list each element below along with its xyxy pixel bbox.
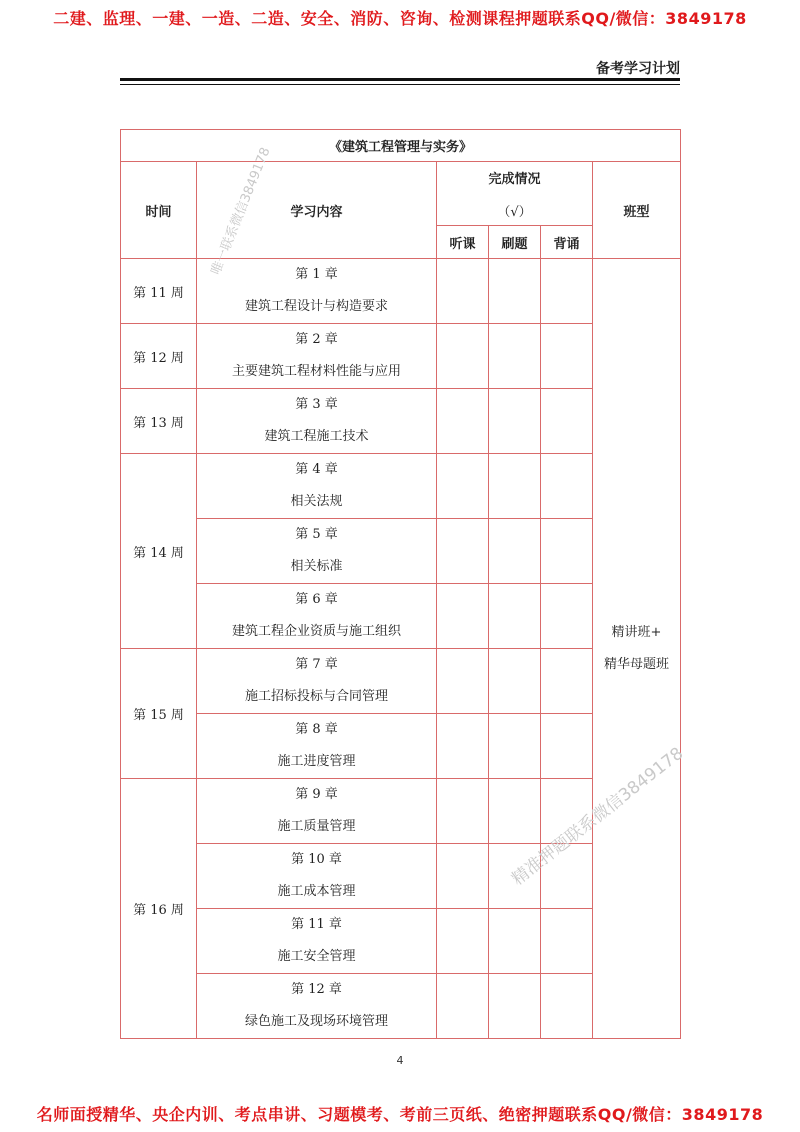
chapter-number: 第 12 章 [291, 982, 342, 997]
listen-check-cell[interactable] [437, 584, 489, 649]
listen-check-cell[interactable] [437, 259, 489, 324]
week-cell: 第 13 周 [121, 389, 197, 454]
class-type-line1: 精讲班+ [611, 624, 662, 640]
chapter-number: 第 1 章 [295, 267, 338, 282]
header-class-type: 班型 [593, 162, 681, 259]
bottom-promo-banner: 名师面授精华、央企内训、考点串讲、习题模考、考前三页纸、绝密押题联系QQ/微信：3849178 [36, 1105, 764, 1124]
practice-check-cell[interactable] [489, 389, 541, 454]
chapter-title: 主要建筑工程材料性能与应用 [231, 364, 401, 379]
content-cell [197, 454, 437, 519]
chapter-number: 第 3 章 [295, 397, 338, 412]
practice-check-cell[interactable] [489, 844, 541, 909]
practice-check-cell[interactable] [489, 649, 541, 714]
chapter-title: 施工安全管理 [277, 949, 356, 964]
chapter-number: 第 5 章 [295, 527, 338, 542]
chapter-title: 相关标准 [290, 559, 343, 574]
watermark-text: 精准押题联系微信3849178 [508, 743, 688, 890]
listen-check-cell[interactable] [437, 909, 489, 974]
listen-check-cell[interactable] [437, 324, 489, 389]
listen-check-cell[interactable] [437, 519, 489, 584]
chapter-title: 相关法规 [290, 494, 343, 509]
content-cell [197, 649, 437, 714]
chapter-title: 建筑工程企业资质与施工组织 [231, 624, 401, 639]
practice-check-cell[interactable] [489, 779, 541, 844]
content-cell [197, 389, 437, 454]
chapter-number: 第 8 章 [295, 722, 338, 737]
header-practice: 刷题 [489, 226, 541, 259]
recite-check-cell[interactable] [541, 779, 593, 844]
week-cell: 第 11 周 [121, 259, 197, 324]
chapter-number: 第 9 章 [295, 787, 338, 802]
chapter-title: 建筑工程设计与构造要求 [244, 299, 388, 314]
header-rule-thin [120, 84, 680, 85]
content-cell [197, 909, 437, 974]
recite-check-cell[interactable] [541, 324, 593, 389]
content-cell [197, 519, 437, 584]
recite-check-cell[interactable] [541, 714, 593, 779]
week-cell: 第 14 周 [121, 454, 197, 649]
header-recite: 背诵 [541, 226, 593, 259]
listen-check-cell[interactable] [437, 779, 489, 844]
chapter-number: 第 7 章 [295, 657, 338, 672]
class-type-cell [593, 259, 681, 1039]
content-cell [197, 714, 437, 779]
header-completion-label: 完成情况 [488, 171, 541, 187]
page-number: 4 [396, 1054, 404, 1067]
chapter-number: 第 2 章 [295, 332, 338, 347]
practice-check-cell[interactable] [489, 974, 541, 1039]
practice-check-cell[interactable] [489, 454, 541, 519]
chapter-title: 施工招标投标与合同管理 [244, 689, 388, 704]
recite-check-cell[interactable] [541, 519, 593, 584]
class-type-line2: 精华母题班 [604, 656, 670, 672]
chapter-number: 第 11 章 [291, 917, 342, 932]
recite-check-cell[interactable] [541, 389, 593, 454]
recite-check-cell[interactable] [541, 844, 593, 909]
listen-check-cell[interactable] [437, 844, 489, 909]
header-rule-thick [120, 78, 680, 81]
week-cell: 第 15 周 [121, 649, 197, 779]
listen-check-cell[interactable] [437, 714, 489, 779]
chapter-title: 施工成本管理 [277, 884, 356, 899]
chapter-title: 施工质量管理 [277, 819, 356, 834]
recite-check-cell[interactable] [541, 454, 593, 519]
recite-check-cell[interactable] [541, 974, 593, 1039]
recite-check-cell[interactable] [541, 259, 593, 324]
listen-check-cell[interactable] [437, 454, 489, 519]
content-cell [197, 974, 437, 1039]
recite-check-cell[interactable] [541, 909, 593, 974]
practice-check-cell[interactable] [489, 259, 541, 324]
recite-check-cell[interactable] [541, 649, 593, 714]
header-completion-mark: （√） [497, 204, 532, 220]
table-caption: 《建筑工程管理与实务》 [121, 130, 681, 162]
chapter-title: 建筑工程施工技术 [264, 429, 369, 444]
practice-check-cell[interactable] [489, 714, 541, 779]
practice-check-cell[interactable] [489, 909, 541, 974]
chapter-number: 第 4 章 [295, 462, 338, 477]
top-promo-banner: 二建、监理、一建、一造、二造、安全、消防、咨询、检测课程押题联系QQ/微信：3849178 [53, 9, 747, 28]
recite-check-cell[interactable] [541, 584, 593, 649]
listen-check-cell[interactable] [437, 389, 489, 454]
header-time: 时间 [121, 162, 197, 259]
listen-check-cell[interactable] [437, 649, 489, 714]
content-cell [197, 584, 437, 649]
content-cell [197, 779, 437, 844]
header-content: 学习内容 [197, 162, 437, 259]
chapter-number: 第 10 章 [291, 852, 342, 867]
week-cell: 第 12 周 [121, 324, 197, 389]
content-cell [197, 324, 437, 389]
chapter-title: 施工进度管理 [277, 754, 356, 769]
header-completion [437, 162, 593, 226]
document-title: 备考学习计划 [596, 61, 680, 77]
content-cell [197, 259, 437, 324]
listen-check-cell[interactable] [437, 974, 489, 1039]
chapter-number: 第 6 章 [295, 592, 338, 607]
header-listen: 听课 [437, 226, 489, 259]
study-plan-table [120, 129, 681, 1039]
watermark-text: 唯一联系微信3849178 [208, 145, 274, 278]
week-cell: 第 16 周 [121, 779, 197, 1039]
table-row [121, 259, 681, 324]
practice-check-cell[interactable] [489, 519, 541, 584]
practice-check-cell[interactable] [489, 324, 541, 389]
practice-check-cell[interactable] [489, 584, 541, 649]
chapter-title: 绿色施工及现场环境管理 [244, 1014, 388, 1029]
content-cell [197, 844, 437, 909]
